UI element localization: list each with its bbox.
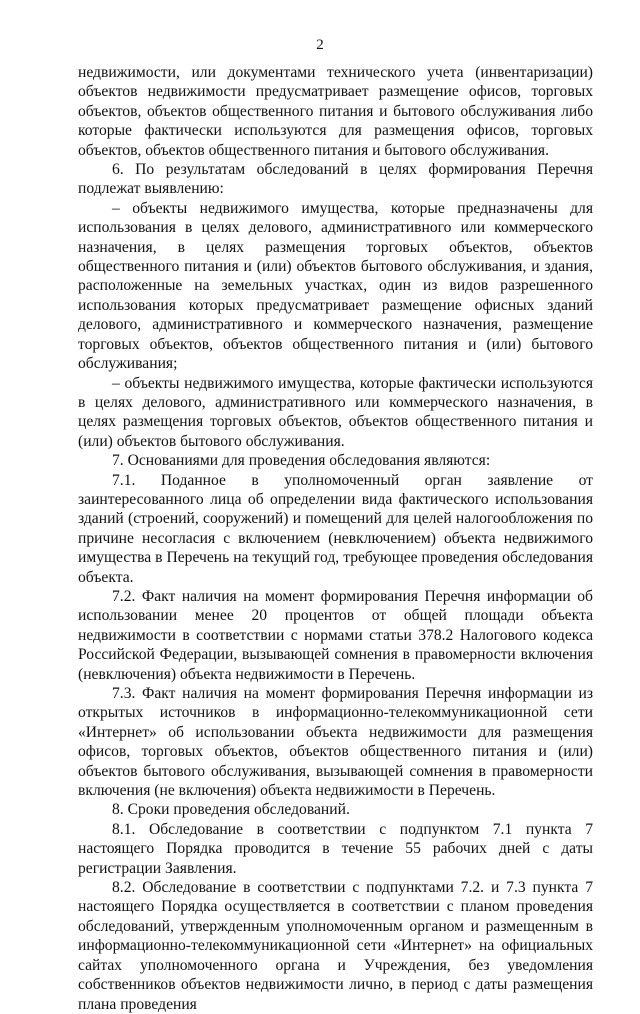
paragraph-item-6-bullet-2: – объекты недвижимого имущества, которые фактически используются в целях делового, административного или коммерческого назначения, в целях размещения торговых объектов, объектов общественного питания и (или) объектов бытового обслуживания. [78,374,593,450]
paragraph-item-7-3: 7.3. Факт наличия на момент формирования Перечня информации из открытых источников в информационно-телекоммуникационной сети «Интернет» об использовании объекта недвижимости для размещения офисов, торговых объектов, объектов общественного питания и (или) объектов бытового обслуживания, вызывающей сомнения в правомерности включения (не включения) объекта недвижимости в Перечень. [78,685,593,800]
paragraph-item-6-bullet-1: – объекты недвижимого имущества, которые предназначены для использования в целях делового, административного или коммерческого назначения, в целях размещения торговых объектов, объектов общественного питания и (или) объектов бытового обслуживания, и здания, расположенные на земельных участках, один из видов разрешенного использования которых предусматривает размещение офисных зданий делового, административного и коммерческого назначения, размещение торговых объектов, объектов общественного питания и (или) бытового обслуживания; [78,199,593,373]
paragraph-continuation: недвижимости, или документами технического учета (инвентаризации) объектов недвижимости предусматривает размещение офисов, торговых объектов, объектов общественного питания и бытового обслуживания либо которые фактически используются для размещения офисов, торговых объектов, объектов общественного питания и бытового обслуживания. [78,64,593,159]
paragraph-item-7-1: 7.1. Поданное в уполномоченный орган заявление от заинтересованного лица об определении вида фактического использования зданий (строений, сооружений) и помещений для целей налогообложения по причине несогласия с включением (невключением) объекта недвижимого имущества в Перечень на текущий год, требующее проведения обследования объекта. [78,471,593,586]
page-number: 2 [316,37,324,53]
paragraph-item-8-1: 8.1. Обследование в соответствии с подпунктом 7.1 пункта 7 настоящего Порядка проводится в течение 55 рабочих дней с даты регистрации Заявления. [78,820,593,877]
document-body [78,63,593,1014]
paragraph-item-8-2: 8.2. Обследование в соответствии с подпунктами 7.2. и 7.3 пункта 7 настоящего Порядка осуществляется в соответствии с планом проведения обследований, утвержденным уполномоченным органом и размещенным в информационно-телекоммуникационной сети «Интернет» на официальных сайтах уполномоченного органа и Учреждения, без уведомления собственников объектов недвижимости лично, в период с даты размещения плана проведения [78,879,593,1013]
paragraph-item-7: 7. Основаниями для проведения обследования являются: [112,452,491,470]
paragraph-item-8: 8. Сроки проведения обследований. [112,801,350,819]
paragraph-item-7-2: 7.2. Факт наличия на момент формирования Перечня информации об использовании менее 20 процентов от общей площади объекта недвижимости в соответствии с нормами статьи 378.2 Налогового кодекса Российской Федерации, вызывающей сомнения в правомерности включения (невключения) объекта недвижимости в Перечень. [78,587,593,683]
paragraph-item-6: 6. По результатам обследований в целях формирования Перечня подлежат выявлению: [78,161,593,198]
